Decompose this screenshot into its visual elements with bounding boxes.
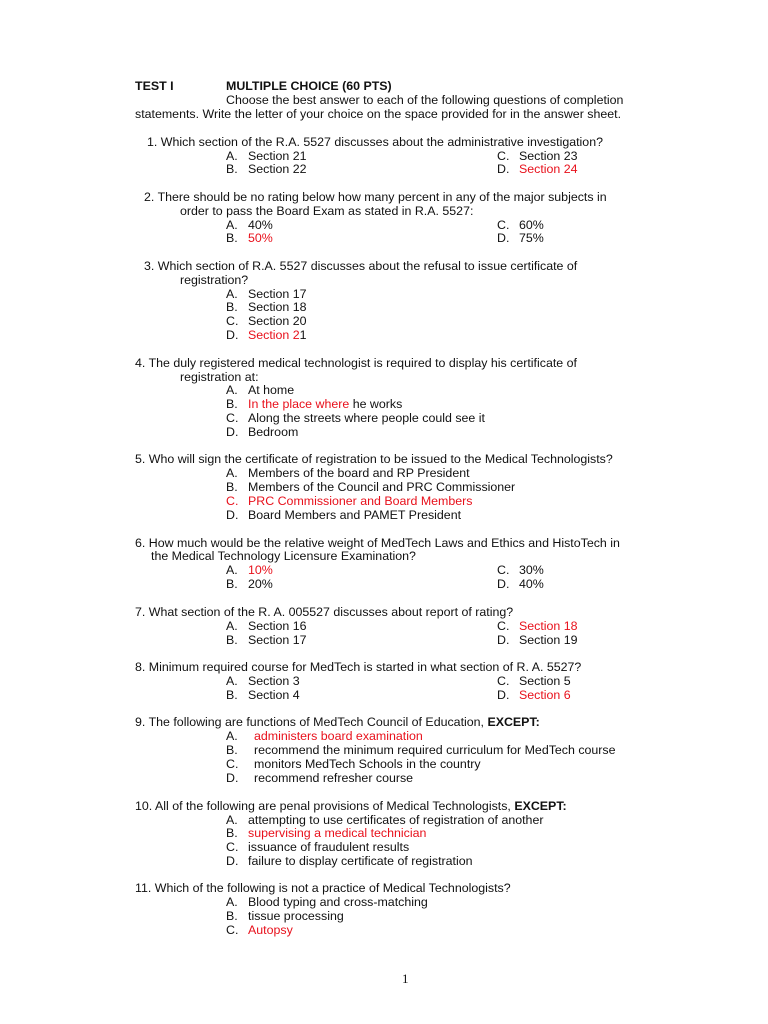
option-7b: B. Section 17 — [226, 633, 307, 647]
option-2b-answer: B. 50% — [226, 231, 273, 245]
option-8b: B. Section 4 — [226, 688, 300, 702]
option-10a: A. attempting to use certificates of registration of another — [226, 813, 544, 827]
option-3c: C. Section 20 — [226, 314, 307, 328]
option-3a: A. Section 17 — [226, 287, 307, 301]
question-6: 6. How much would be the relative weight of MedTech Laws and Ethics and HistoTech in — [135, 536, 620, 550]
except-keyword: EXCEPT: — [487, 715, 540, 729]
option-6c: C. 30% — [497, 563, 544, 577]
option-7d: D. Section 19 — [497, 633, 578, 647]
question-1 — [147, 135, 603, 149]
question-text: Which section of the R.A. 5527 discusses about the administrative investigation? — [160, 135, 603, 149]
question-7: 7. What section of the R. A. 005527 discusses about report of rating? — [135, 605, 514, 619]
question-6-continued: the Medical Technology Licensure Examination? — [151, 549, 416, 563]
option-1d-answer: D. Section 24 — [497, 162, 578, 176]
option-11a: A. Blood typing and cross-matching — [226, 895, 428, 909]
test-header — [135, 79, 392, 93]
question-10: 10. All of the following are penal provisions of Medical Technologists, EXCEPT: — [135, 799, 567, 813]
option-4a: A. At home — [226, 383, 295, 397]
option-10d: D. failure to display certificate of registration — [226, 854, 473, 868]
option-5c-answer: C. PRC Commissioner and Board Members — [226, 494, 473, 508]
option-6b: B. 20% — [226, 577, 273, 591]
test-title: MULTIPLE CHOICE (60 PTS) — [226, 79, 392, 93]
option-9d: D. recommend refresher course — [226, 771, 414, 785]
option-2a: A. 40% — [226, 218, 273, 232]
except-keyword: EXCEPT: — [514, 799, 567, 813]
page-number: 1 — [402, 971, 409, 986]
instructions-line-2: statements. Write the letter of your choice on the space provided for in the answer sheet. — [135, 107, 622, 121]
question-3: 3. Which section of R.A. 5527 discusses about the refusal to issue certificate of — [144, 259, 578, 273]
option-7a: A. Section 16 — [226, 619, 307, 633]
option-11b: B. tissue processing — [226, 909, 344, 923]
question-9: 9. The following are functions of MedTech Council of Education, EXCEPT: — [135, 715, 540, 729]
option-2c: C. 60% — [497, 218, 544, 232]
question-4: 4. The duly registered medical technologist is required to display his certificate of — [135, 356, 577, 370]
question-5: 5. Who will sign the certificate of registration to be issued to the Medical Technologists? — [135, 452, 613, 466]
question-11: 11. Which of the following is not a practice of Medical Technologists? — [135, 881, 511, 895]
question-2: 2. There should be no rating below how many percent in any of the major subjects in — [144, 190, 607, 204]
option-1a: A. Section 21 — [226, 149, 307, 163]
question-3-continued: registration? — [180, 273, 249, 287]
option-4b-answer: B. In the place where he works — [226, 397, 403, 411]
option-3d-answer: D. Section 21 — [226, 328, 307, 342]
option-1b: B. Section 22 — [226, 162, 307, 176]
question-4-continued: registration at: — [180, 370, 259, 384]
option-2d: D. 75% — [497, 231, 544, 245]
question-2-continued: order to pass the Board Exam as stated in R.A. 5527: — [180, 204, 474, 218]
option-4d: D. Bedroom — [226, 425, 299, 439]
option-8a: A. Section 3 — [226, 674, 300, 688]
test-label: TEST I — [135, 79, 174, 93]
option-5b: B. Members of the Council and PRC Commissioner — [226, 480, 516, 494]
option-9a-answer: A. administers board examination — [226, 729, 423, 743]
option-5d: D. Board Members and PAMET President — [226, 508, 462, 522]
option-6d: D. 40% — [497, 577, 544, 591]
option-7c-answer: C. Section 18 — [497, 619, 578, 633]
option-9c: C. monitors MedTech Schools in the country — [226, 757, 481, 771]
option-4c: C. Along the streets where people could see it — [226, 411, 485, 425]
option-3b: B. Section 18 — [226, 300, 307, 314]
option-10c: C. issuance of fraudulent results — [226, 840, 410, 854]
option-8c: C. Section 5 — [497, 674, 571, 688]
option-8d-answer: D. Section 6 — [497, 688, 571, 702]
option-6a-answer: A. 10% — [226, 563, 273, 577]
question-8: 8. Minimum required course for MedTech is started in what section of R. A. 5527? — [135, 660, 582, 674]
option-5a: A. Members of the board and RP President — [226, 466, 470, 480]
question-number: 1. — [147, 135, 158, 149]
option-11c-answer: C. Autopsy — [226, 923, 293, 937]
option-10b-answer: B. supervising a medical technician — [226, 826, 427, 840]
option-1c: C. Section 23 — [497, 149, 578, 163]
instructions-line-1: Choose the best answer to each of the following questions of completion — [226, 93, 624, 107]
option-9b: B. recommend the minimum required curriculum for MedTech course — [226, 743, 616, 757]
